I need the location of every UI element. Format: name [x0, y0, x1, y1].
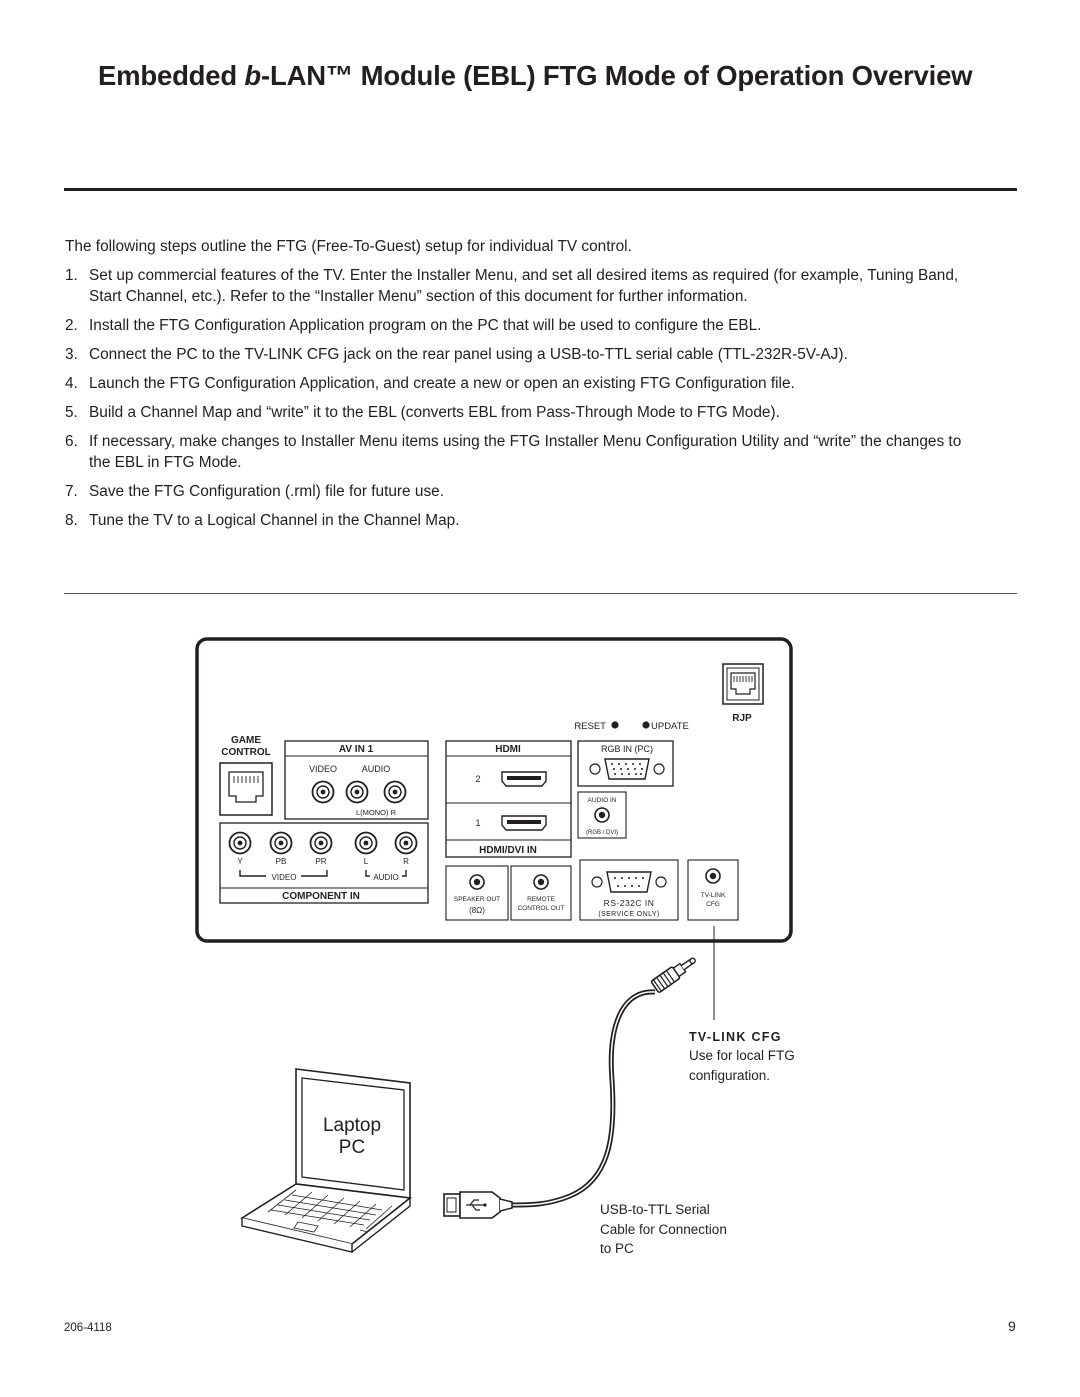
component-r-jack	[396, 833, 417, 854]
r-label: R	[403, 857, 409, 866]
step-text: Build a Channel Map and “write” it to the EBL (converts EBL from Pass-Through Mode to FTG Mode).	[89, 404, 780, 421]
av-video-jack	[313, 782, 334, 803]
audio-in-jack	[595, 808, 609, 822]
intro-text: The following steps outline the FTG (Free-To-Guest) setup for individual TV control.	[65, 238, 632, 255]
speaker-ohm-label: (8Ω)	[469, 906, 485, 915]
component-pb-jack	[271, 833, 292, 854]
tvlink-cfg-jack	[706, 869, 720, 883]
reset-label: RESET	[574, 721, 606, 732]
av-audio-label: AUDIO	[361, 764, 391, 774]
step-number: 6.	[65, 433, 78, 450]
control-out-label: CONTROL OUT	[517, 905, 565, 912]
step-number: 5.	[65, 404, 78, 421]
step-number: 2.	[65, 317, 78, 334]
title-suffix: -LAN™ Module (EBL) FTG Mode of Operation Overview	[261, 60, 973, 91]
usb-callout-line2: Cable for Connection	[600, 1222, 727, 1237]
usb-callout-line1: USB-to-TTL Serial	[600, 1202, 710, 1217]
av-video-label: VIDEO	[308, 764, 338, 774]
page-number: 9	[1008, 1318, 1016, 1334]
step-text: Save the FTG Configuration (.rml) file for future use.	[89, 483, 444, 500]
rs232c-label: RS-232C IN	[603, 898, 655, 908]
reset-button[interactable]	[611, 721, 618, 728]
speaker-out-jack	[470, 875, 484, 889]
hdmi-dvi-in-label: HDMI/DVI IN	[479, 845, 537, 856]
tvlink-cfg-callout-line1: Use for local FTG	[689, 1048, 795, 1063]
step-number: 8.	[65, 512, 78, 529]
stereo-plug	[651, 954, 699, 993]
component-video-label: VIDEO	[271, 873, 297, 882]
service-only-label: (SERVICE ONLY)	[598, 911, 660, 918]
component-in-label: COMPONENT IN	[282, 891, 360, 902]
game-control-port	[220, 763, 272, 815]
title-italic: b	[244, 60, 262, 91]
rjp-label: RJP	[732, 713, 752, 724]
hdmi-label: HDMI	[495, 744, 521, 755]
step-number: 3.	[65, 346, 78, 363]
rgb-in-label: RGB IN (PC)	[600, 744, 654, 754]
av-in-label: AV IN 1	[338, 744, 374, 755]
audio-in-label: AUDIO IN	[587, 797, 617, 804]
step-number: 4.	[65, 375, 78, 392]
pr-label: PR	[315, 857, 327, 866]
tvlink-cfg-callout-title: TV-LINK CFG	[689, 1030, 782, 1044]
step-text: If necessary, make changes to Installer Menu items using the FTG Installer Menu Configuration Utility and “write” the changes to the EBL in FTG Mode.	[89, 433, 962, 471]
rgb-dvi-label: (RGB / DVI)	[585, 830, 619, 836]
update-button[interactable]	[642, 721, 649, 728]
av-audio-l-jack	[347, 782, 368, 803]
remote-label: REMOTE	[527, 896, 555, 903]
av-audio-r-jack	[385, 782, 406, 803]
component-audio-label: AUDIO	[373, 873, 399, 882]
pb-label: PB	[275, 857, 287, 866]
hdmi-1-label: 1	[475, 818, 481, 828]
game-label: GAME	[231, 735, 261, 746]
laptop-label-line1: Laptop	[322, 1115, 382, 1136]
step-text: Set up commercial features of the TV. Enter the Installer Menu, and set all desired items as required (for example, Tuning Band, Start Channel, etc.). Refer to the “Installer Menu” section of this document for further information.	[89, 267, 959, 305]
document-number: 206-4118	[64, 1322, 112, 1334]
step-number: 1.	[65, 267, 78, 284]
step-text: Tune the TV to a Logical Channel in the Channel Map.	[89, 512, 460, 529]
step-text: Connect the PC to the TV-LINK CFG jack on the rear panel using a USB-to-TTL serial cable (TTL-232R-5V-AJ).	[89, 346, 848, 363]
component-y-jack	[230, 833, 251, 854]
usb-callout-line3: to PC	[600, 1241, 634, 1256]
usb-plug	[444, 1192, 512, 1218]
tvlink-label: TV-LINK	[700, 892, 726, 899]
control-label: CONTROL	[221, 747, 271, 758]
step-text: Launch the FTG Configuration Application, and create a new or open an existing FTG Configuration file.	[89, 375, 795, 392]
hdmi-1-port	[502, 816, 546, 830]
remote-control-out-jack	[534, 875, 548, 889]
hdmi-2-port	[502, 772, 546, 786]
l-label: L	[363, 857, 369, 866]
lmono-r-label: L(MONO) R	[356, 808, 396, 817]
step-text: Install the FTG Configuration Application program on the PC that will be used to configure the EBL.	[89, 317, 762, 334]
component-l-jack	[356, 833, 377, 854]
y-label: Y	[237, 857, 243, 866]
title-prefix: Embedded	[98, 60, 245, 91]
tvlink-cfg-callout-line2: configuration.	[689, 1068, 771, 1083]
step-number: 7.	[65, 483, 78, 500]
speaker-out-label: SPEAKER OUT	[453, 896, 501, 903]
update-label: UPDATE	[651, 721, 689, 732]
laptop-illustration	[242, 1069, 410, 1252]
hdmi-2-label: 2	[475, 774, 481, 784]
component-pr-jack	[311, 833, 332, 854]
cfg-label: CFG	[706, 901, 720, 908]
laptop-label-line2: PC	[338, 1137, 366, 1158]
serial-cable	[512, 992, 655, 1205]
rjp-port	[723, 664, 763, 704]
